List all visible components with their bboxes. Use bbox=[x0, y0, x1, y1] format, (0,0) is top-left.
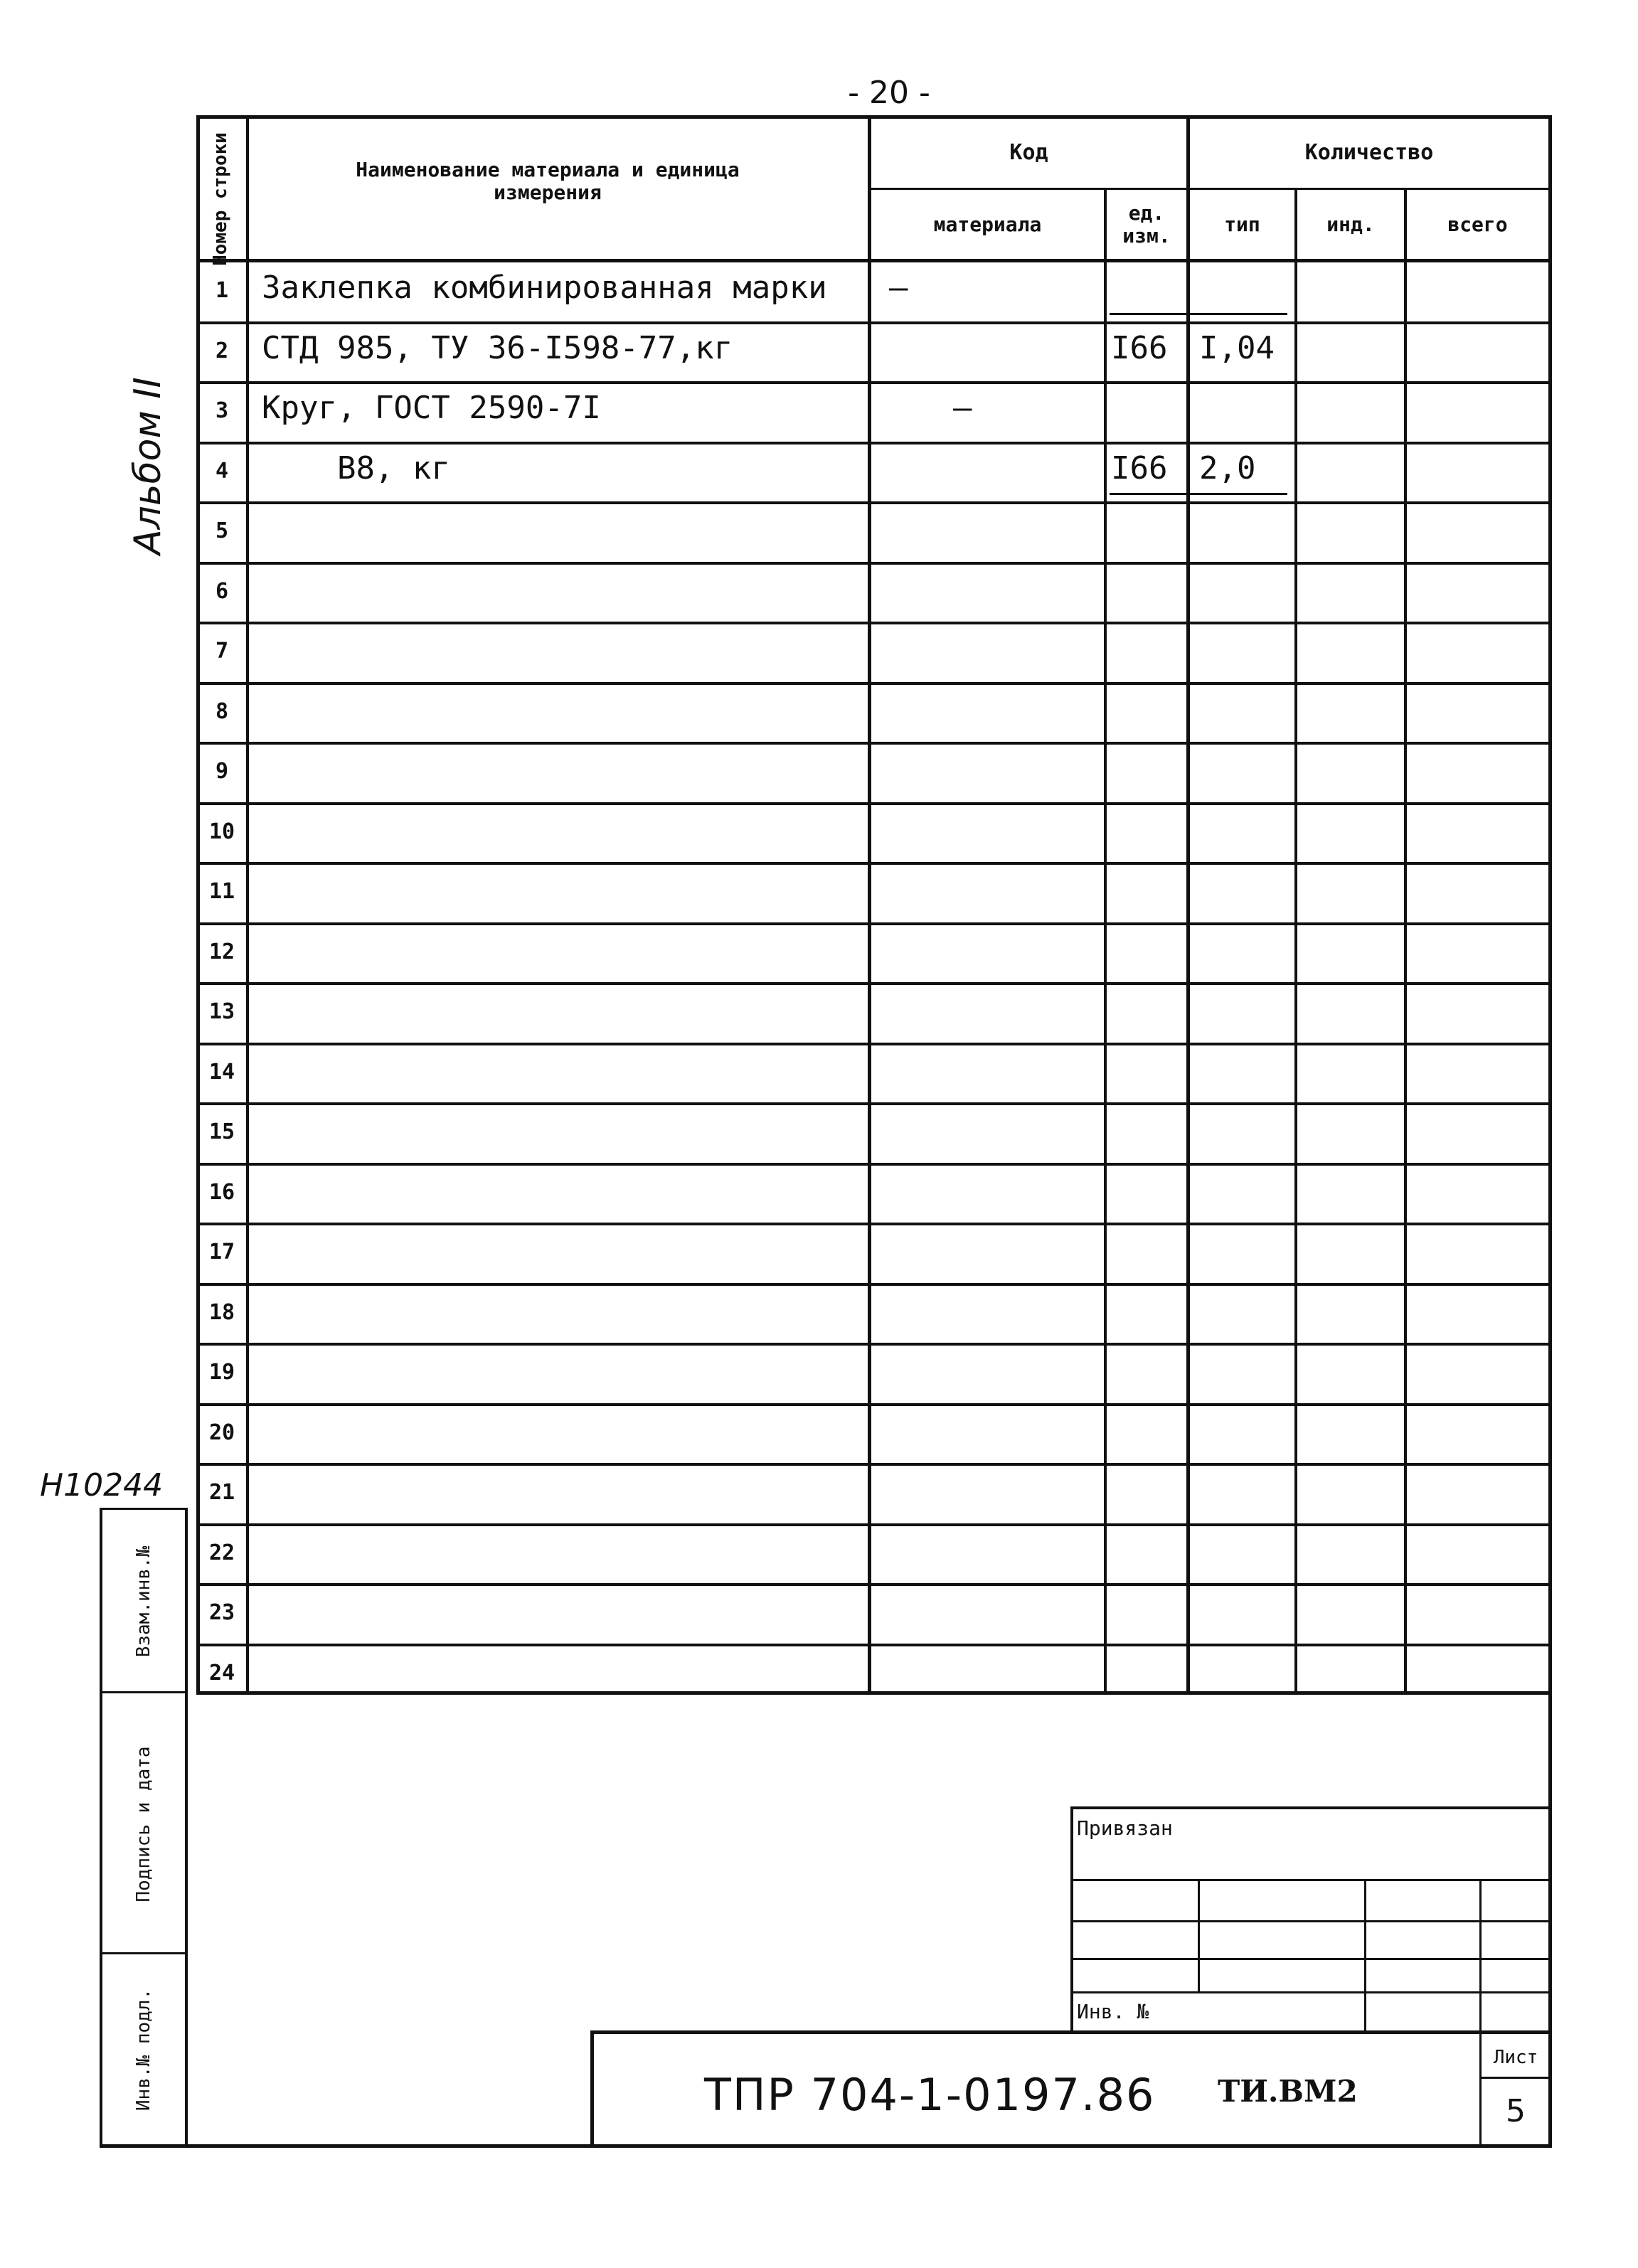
margin-stamp-divider-2 bbox=[100, 1952, 188, 1954]
row-divider bbox=[196, 1644, 1552, 1646]
tb-main-top bbox=[590, 2030, 1552, 2034]
cell-unit-code: I66 bbox=[1111, 450, 1168, 486]
row-number: 2 bbox=[215, 339, 229, 363]
rownum-column-divider bbox=[246, 115, 249, 1691]
row-divider bbox=[196, 802, 1552, 805]
stamp-label-replacement: Взам.инв.№ bbox=[133, 1545, 154, 1658]
tb-top-line bbox=[1070, 1806, 1552, 1809]
code-quantity-divider bbox=[1186, 115, 1190, 1691]
tb-left-line bbox=[1070, 1806, 1073, 2030]
cell-name: СТД 985, ТУ 36-I598-77,кг bbox=[262, 330, 733, 366]
cell-name: Круг, ГОСТ 2590-7I bbox=[262, 390, 601, 426]
row-number: 20 bbox=[208, 1420, 235, 1445]
header-mid-line bbox=[868, 188, 1552, 190]
row-divider bbox=[196, 1583, 1552, 1586]
header-row-number: Номер строки bbox=[209, 132, 231, 266]
row-number: 23 bbox=[208, 1600, 235, 1625]
margin-stamp-left-border bbox=[100, 1508, 102, 2148]
handwritten-underline bbox=[1110, 313, 1287, 315]
row-divider bbox=[196, 1523, 1552, 1526]
stamp-label-signature-date: Подпись и дата bbox=[133, 1746, 154, 1902]
cell-material-code: – bbox=[953, 390, 972, 426]
tb-inv-label: Инв. № bbox=[1077, 1999, 1149, 2023]
row-divider bbox=[196, 622, 1552, 624]
row-number: 14 bbox=[208, 1060, 235, 1085]
tb-main-left bbox=[590, 2030, 594, 2148]
row-number: 10 bbox=[208, 819, 235, 844]
cell-name: В8, кг bbox=[262, 450, 450, 486]
tb-col-1 bbox=[1198, 1879, 1200, 1991]
row-divider bbox=[196, 321, 1552, 324]
row-number: 17 bbox=[208, 1240, 235, 1265]
doc-code: ТПР 704-1-0197.86 bbox=[704, 2068, 1156, 2121]
page-frame-right bbox=[1548, 1691, 1552, 2148]
row-number: 21 bbox=[208, 1480, 235, 1505]
row-divider bbox=[196, 742, 1552, 745]
header-bottom-line bbox=[196, 259, 1552, 262]
header-quantity: Количество bbox=[1304, 139, 1434, 165]
row-number: 3 bbox=[215, 398, 229, 423]
row-divider bbox=[196, 682, 1552, 685]
row-number: 6 bbox=[215, 579, 229, 604]
header-qty-type: тип bbox=[1224, 212, 1260, 236]
cell-name: Заклепка комбинированная марки bbox=[262, 270, 827, 306]
row-number: 1 bbox=[215, 278, 229, 303]
table-right-border bbox=[1548, 115, 1552, 1691]
tb-tied-label: Привязан bbox=[1077, 1816, 1173, 1840]
header-code-unit: ед. изм. bbox=[1122, 201, 1171, 247]
handwritten-underline bbox=[1110, 493, 1287, 495]
row-number: 12 bbox=[208, 939, 235, 964]
row-divider bbox=[196, 1223, 1552, 1225]
cell-qty-type: 2,0 bbox=[1199, 450, 1256, 486]
table-bottom-border bbox=[196, 1691, 1552, 1695]
row-divider bbox=[196, 1463, 1552, 1466]
cell-material-code: – bbox=[889, 270, 908, 306]
row-divider bbox=[196, 1102, 1552, 1105]
row-number: 7 bbox=[215, 639, 229, 664]
row-divider bbox=[196, 1043, 1552, 1045]
doc-suffix: ТИ.ВМ2 bbox=[1218, 2073, 1358, 2109]
header-code-material: материала bbox=[933, 212, 1042, 236]
sheet-number: 5 bbox=[1506, 2092, 1526, 2129]
row-number: 18 bbox=[208, 1300, 235, 1325]
row-divider bbox=[196, 862, 1552, 865]
row-divider bbox=[196, 562, 1552, 565]
page-number: - 20 - bbox=[848, 74, 930, 111]
page-frame-bottom bbox=[100, 2144, 1552, 2148]
tb-col-2 bbox=[1364, 1879, 1366, 2030]
table-top-border bbox=[196, 115, 1552, 119]
name-column-divider bbox=[868, 115, 871, 1691]
row-number: 24 bbox=[208, 1661, 235, 1686]
row-number: 22 bbox=[208, 1540, 235, 1565]
row-number: 5 bbox=[215, 518, 229, 543]
header-qty-ind: инд. bbox=[1326, 212, 1375, 236]
header-name: Наименование материала и единица измерения bbox=[356, 157, 740, 204]
row-divider bbox=[196, 501, 1552, 504]
row-number: 15 bbox=[208, 1119, 235, 1144]
archive-number: Н10244 bbox=[40, 1466, 164, 1503]
row-number: 11 bbox=[208, 879, 235, 904]
row-divider bbox=[196, 1343, 1552, 1346]
row-divider bbox=[196, 1283, 1552, 1286]
margin-stamp-right-border bbox=[185, 1508, 188, 2148]
tb-sheet-divider bbox=[1479, 2077, 1552, 2079]
row-number: 19 bbox=[208, 1360, 235, 1385]
stamp-label-original-inv: Инв.№ подл. bbox=[133, 1988, 154, 2112]
cell-unit-code: I66 bbox=[1111, 330, 1168, 366]
row-divider bbox=[196, 442, 1552, 444]
row-number: 8 bbox=[215, 699, 229, 724]
header-code: Код bbox=[1009, 139, 1048, 165]
row-number: 13 bbox=[208, 999, 235, 1024]
album-label: Альбом II bbox=[127, 377, 169, 555]
row-number: 16 bbox=[208, 1180, 235, 1205]
sheet-label: Лист bbox=[1493, 2047, 1538, 2068]
cell-qty-type: I,04 bbox=[1199, 330, 1275, 366]
header-qty-total: всего bbox=[1447, 212, 1508, 236]
row-divider bbox=[196, 1163, 1552, 1166]
row-divider bbox=[196, 922, 1552, 925]
row-divider bbox=[196, 1403, 1552, 1406]
row-number: 4 bbox=[215, 459, 229, 484]
row-number: 9 bbox=[215, 759, 229, 784]
row-divider bbox=[196, 381, 1552, 384]
row-divider bbox=[196, 982, 1552, 985]
